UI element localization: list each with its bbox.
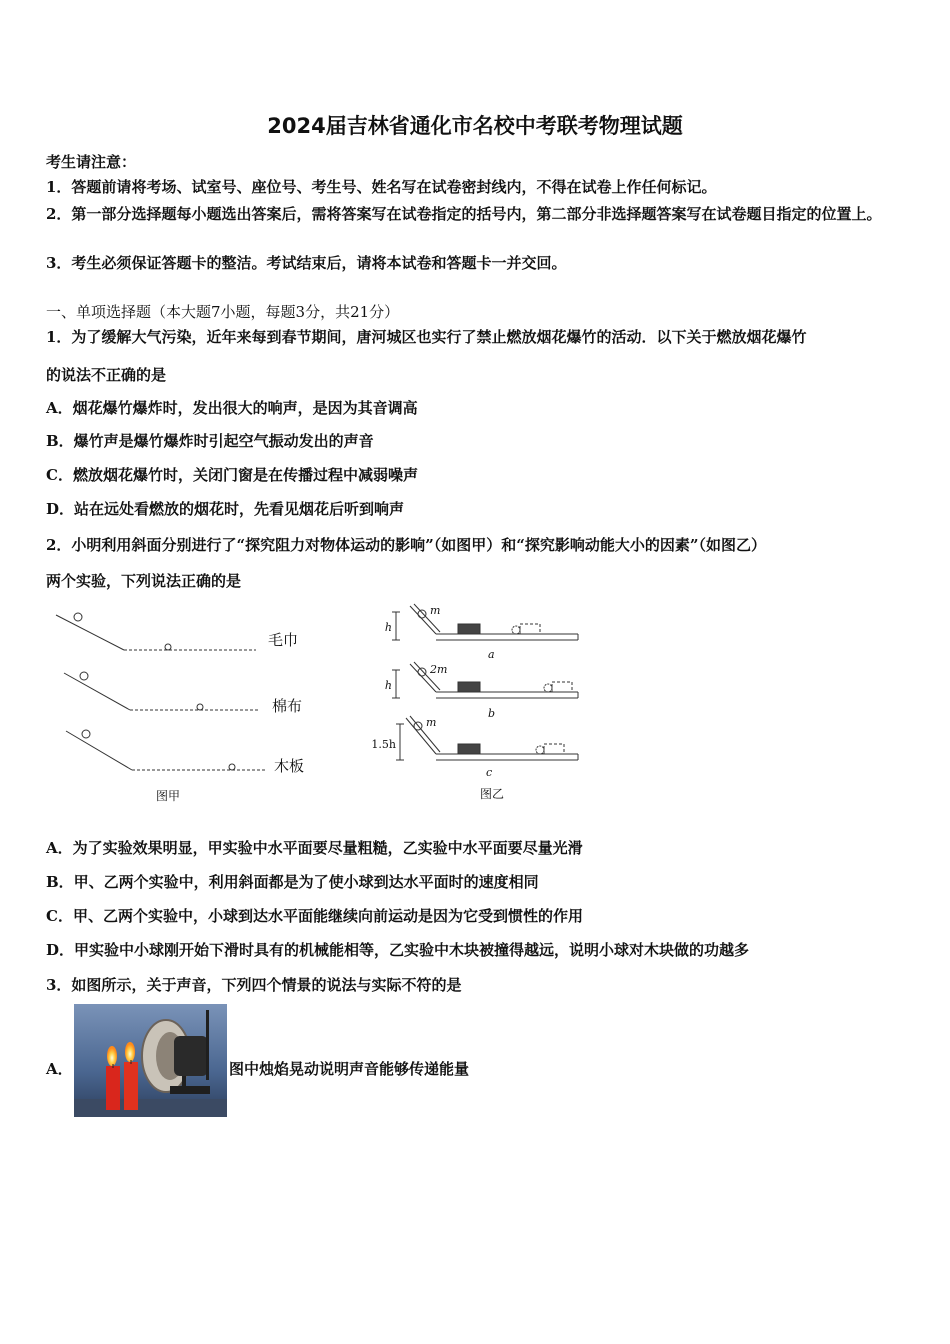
notice-item-1: 1．答题前请将考场、试室号、座位号、考生号、姓名写在试卷密封线内，不得在试卷上作任何标记。: [46, 178, 717, 196]
q1-option-b: B．爆竹声是爆竹爆炸时引起空气振动发出的声音: [46, 432, 374, 450]
q2-option-c: C．甲、乙两个实验中，小球到达水平面能继续向前运动是因为它受到惯性的作用: [46, 907, 583, 925]
q1-stem-line1: 1．为了缓解大气污染，近年来每到春节期间，唐河城区也实行了禁止燃放烟花爆竹的活动．以下关于燃放烟花爆竹: [46, 328, 807, 346]
q3-option-a-text: 图中烛焰晃动说明声音能够传递能量: [229, 1060, 470, 1078]
q1-option-a: A．烟花爆竹爆炸时，发出很大的响声，是因为其音调高: [46, 399, 418, 417]
q1-stem-line2: 的说法不正确的是: [46, 366, 167, 384]
candle-speaker-photo: [74, 1004, 227, 1117]
q1-option-c: C．燃放烟花爆竹时，关闭门窗是在传播过程中减弱噪声: [46, 466, 418, 484]
q2-option-a: A．为了实验效果明显，甲实验中水平面要尽量粗糙，乙实验中水平面要尽量光滑: [46, 839, 583, 857]
setup-b: [392, 662, 578, 698]
q1-option-d: D．站在远处看燃放的烟花时，先看见烟花后听到响声: [46, 500, 405, 518]
page-title: 2024届吉林省通化市名校中考联考物理试题: [267, 114, 683, 138]
notice-item-2: 2．第一部分选择题每小题选出答案后，需将答案写在试卷指定的括号内，第二部分非选择题答案写在试卷题目指定的位置上。: [46, 205, 882, 223]
q2-option-d: D．甲实验中小球刚开始下滑时具有的机械能相等，乙实验中木块被撞得越远，说明小球对木块做的功越多: [46, 941, 750, 959]
section-heading: 一、单项选择题（本大题7小题，每题3分，共21分）: [46, 303, 400, 321]
setup-c: [396, 716, 578, 760]
mass-label-a: m: [430, 604, 441, 617]
q3-stem: 3．如图所示，关于声音，下列四个情景的说法与实际不符的是: [46, 976, 462, 994]
figure-jia: [46, 600, 326, 810]
setup-a: [392, 604, 578, 640]
height-label-b: h: [384, 679, 392, 692]
q2-option-b: B．甲、乙两个实验中，利用斜面都是为了使小球到达水平面时的速度相同: [46, 873, 539, 891]
mass-label-b: 2m: [430, 663, 448, 676]
surface-label-towel: 毛巾: [268, 631, 299, 649]
row-tag-b: b: [488, 707, 496, 720]
surface-label-wood: 木板: [274, 757, 305, 775]
notice-heading: 考生请注意：: [46, 153, 137, 171]
slope-cotton: [64, 672, 260, 710]
mass-label-c: m: [426, 716, 437, 729]
height-label-a: h: [384, 621, 392, 634]
slope-wood: [66, 730, 266, 770]
q2-stem-line2: 两个实验，下列说法正确的是: [46, 572, 242, 590]
q3-option-a-label: A．: [46, 1060, 73, 1078]
figure-jia-caption: 图甲: [156, 789, 181, 803]
height-label-c: 1.5h: [371, 738, 396, 751]
notice-item-3: 3．考生必须保证答题卡的整洁。考试结束后，请将本试卷和答题卡一并交回。: [46, 254, 567, 272]
surface-label-cotton: 棉布: [272, 697, 303, 715]
row-tag-c: c: [486, 766, 493, 779]
figure-yi: [366, 600, 596, 810]
row-tag-a: a: [488, 648, 495, 661]
slope-towel: [56, 613, 256, 650]
q2-stem-line1: 2．小明利用斜面分别进行了“探究阻力对物体运动的影响”（如图甲）和“探究影响动能大小的因素”（如图乙）: [46, 536, 766, 554]
figure-yi-caption: 图乙: [480, 787, 505, 801]
